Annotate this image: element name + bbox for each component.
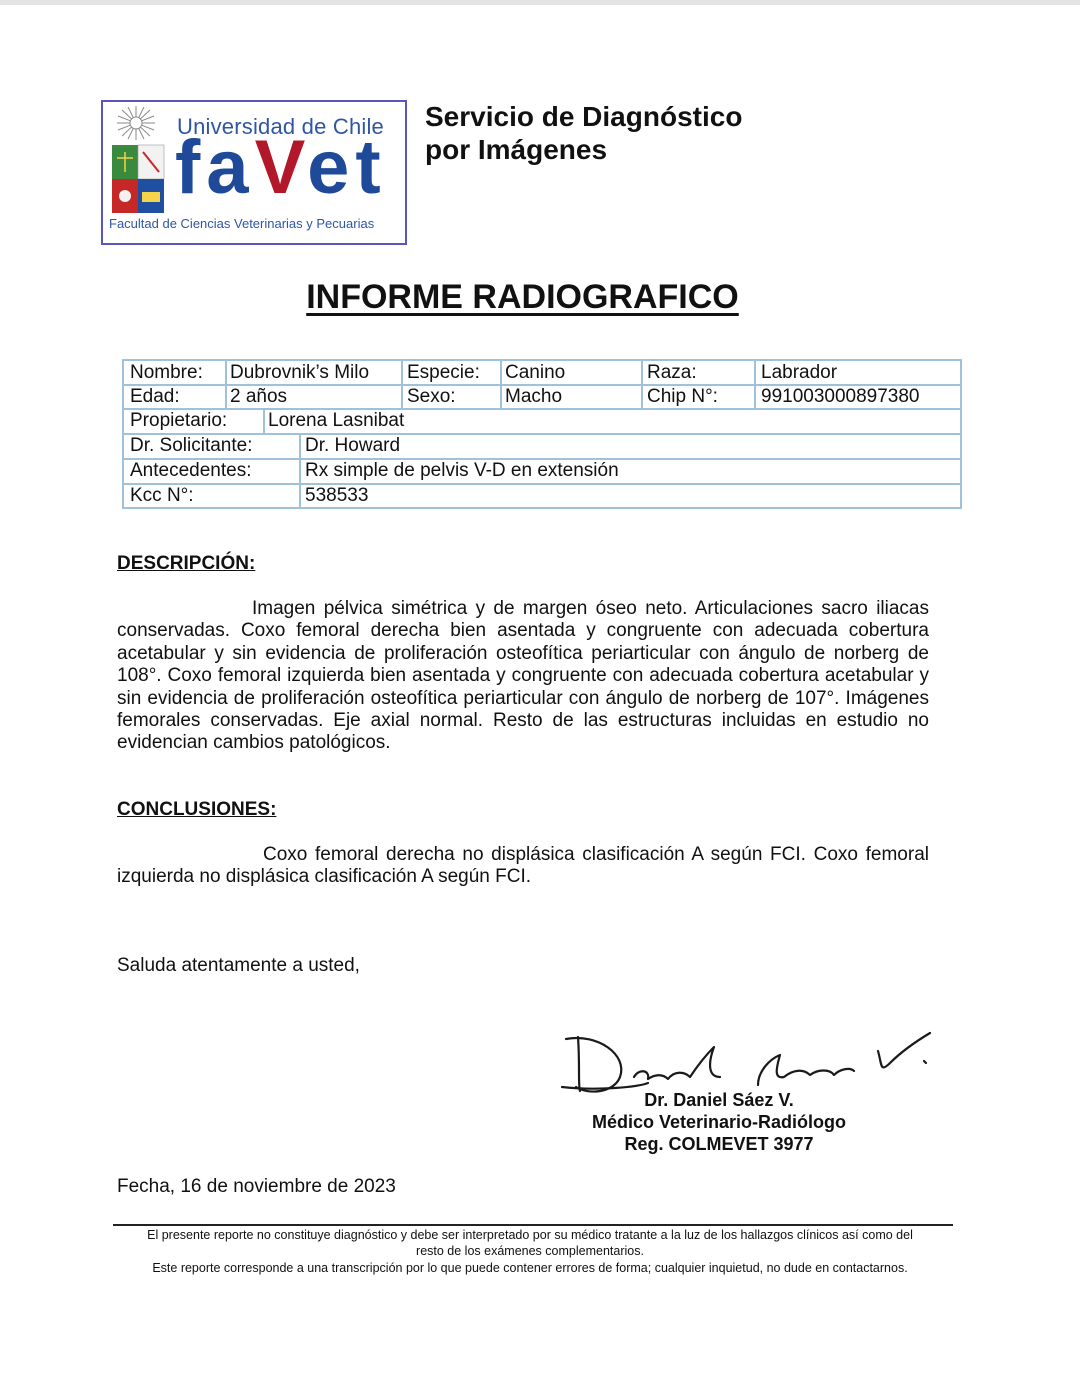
patient-info-table [122, 359, 962, 509]
history-value: Rx simple de pelvis V-D en extensión [305, 460, 619, 481]
patient-age: 2 años [230, 386, 288, 407]
footer-disclaimer-line-3: Este reporte corresponde a una transcripción por lo que puede contener errores de forma; cualquier inquietud, no dude en contactarnos. [152, 1261, 908, 1275]
university-shield-icon [111, 144, 165, 214]
star-emblem-icon [111, 104, 161, 142]
breed-label: Raza: [647, 362, 697, 383]
patient-species: Canino [505, 362, 566, 383]
signer-registration: Reg. COLMEVET 3977 [624, 1134, 814, 1154]
description-heading: DESCRIPCIÓN: [117, 553, 256, 574]
report-date: Fecha, 16 de noviembre de 2023 [117, 1176, 396, 1197]
patient-sex: Macho [505, 386, 563, 407]
table-row-divider [124, 483, 960, 485]
requesting-doctor: Dr. Howard [305, 435, 401, 456]
footer-divider [113, 1224, 953, 1226]
signer-title: Médico Veterinario-Radiólogo [591, 1112, 847, 1132]
table-col-divider [225, 361, 227, 408]
history-label: Antecedentes: [130, 460, 252, 481]
owner-label: Propietario: [130, 410, 228, 431]
logo-university-name: Universidad de Chile [177, 114, 384, 139]
kcc-label: Kcc N°: [130, 485, 194, 506]
favet-logo [101, 100, 407, 245]
kcc-number: 538533 [305, 485, 369, 506]
name-label: Nombre: [130, 362, 203, 383]
table-col-divider [500, 361, 502, 408]
service-line-1: Servicio de Diagnóstico [425, 101, 743, 132]
table-col-divider [401, 361, 403, 408]
chip-label: Chip N°: [647, 386, 718, 407]
patient-breed: Labrador [761, 362, 838, 383]
conclusions-heading: CONCLUSIONES: [117, 799, 277, 820]
logo-brand-wordmark: faVet [175, 125, 387, 210]
report-title: INFORME RADIOGRAFICO [306, 278, 739, 316]
footer-disclaimer-line-1: El presente reporte no constituye diagnóstico y debe ser interpretado por su médico tratante a la luz de los hallazgos clínicos así como del [147, 1228, 913, 1242]
table-col-divider [754, 361, 756, 408]
patient-name: Dubrovnik’s Milo [230, 362, 370, 383]
table-col-divider [641, 361, 643, 408]
conclusions-text: Coxo femoral derecha no displásica clasificación A según FCI. Coxo femoral izquierda no displásica clasificación A según FCI. [117, 844, 929, 888]
footer-disclaimer-line-2: resto de los exámenes complementarios. [416, 1244, 644, 1258]
doctor-label: Dr. Solicitante: [130, 435, 253, 456]
sex-label: Sexo: [407, 386, 456, 407]
age-label: Edad: [130, 386, 180, 407]
owner-name: Lorena Lasnibat [268, 410, 405, 431]
table-col-divider [299, 433, 301, 507]
service-heading [425, 100, 742, 166]
table-col-divider [263, 408, 265, 433]
patient-chip: 991003000897380 [761, 386, 920, 407]
species-label: Especie: [407, 362, 480, 383]
service-line-2: por Imágenes [425, 134, 608, 165]
top-border [0, 0, 1080, 5]
description-text: Imagen pélvica simétrica y de margen óseo neto. Articulaciones sacro iliacas conservadas. Coxo femoral derecha bien asentada y congruente con adecuada cobertura acetabular y sin evidencia de proliferación osteofítica periarticular con ángulo de norberg de 108°. Coxo femoral izquierda bien asentada y congruente con adecuada cobertura acetabular y sin evidencia de proliferación osteofítica periarticular con ángulo de norberg de 107°. Imágenes femorales conservadas. Eje axial normal. Resto de las estructuras incluidas en estudio no evidencian cambios patológicos. [117, 598, 929, 754]
signer-name: Dr. Daniel Sáez V. [644, 1090, 794, 1110]
closing-greeting: Saluda atentamente a usted, [117, 955, 360, 976]
logo-faculty-name: Facultad de Ciencias Veterinarias y Pecuarias [109, 216, 375, 231]
